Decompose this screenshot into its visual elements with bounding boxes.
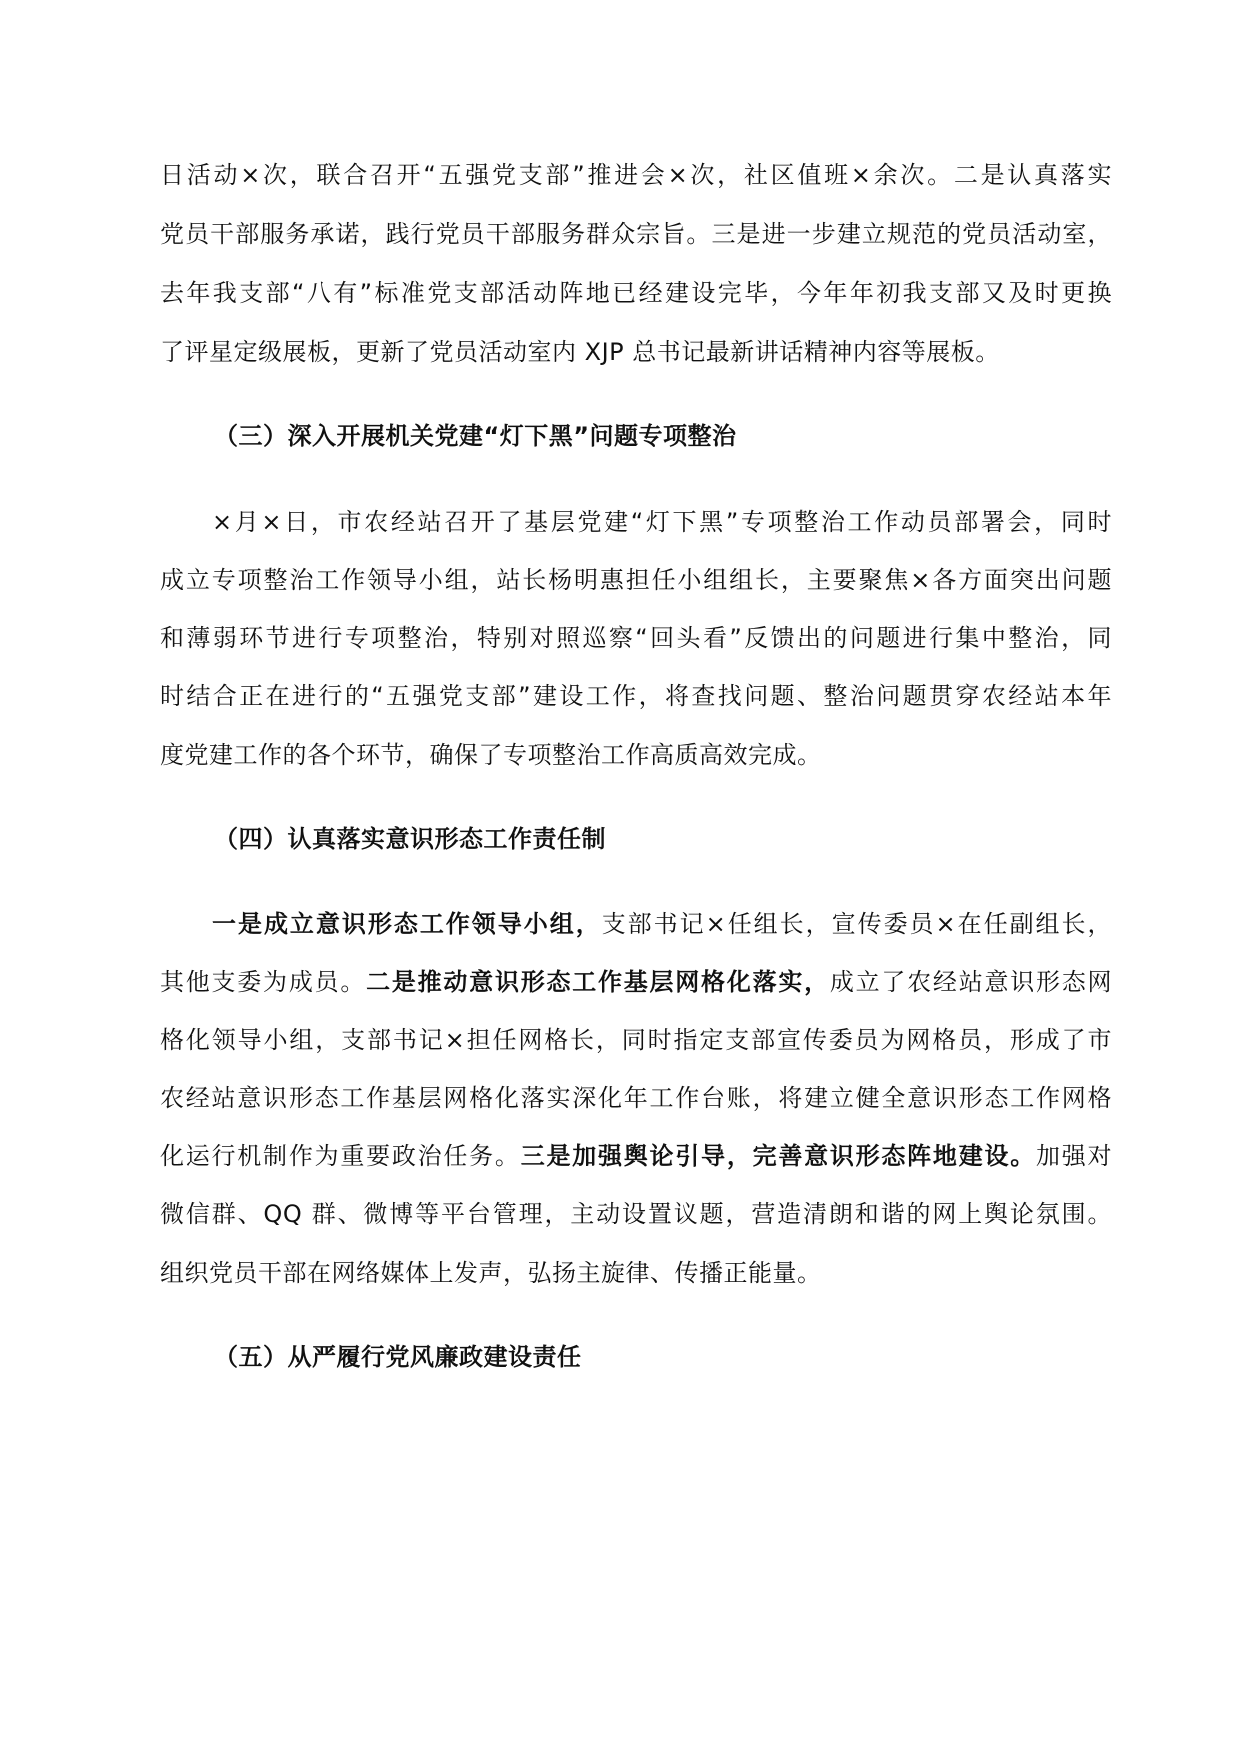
text-run: 化运行机制作为重要政治任务。 xyxy=(160,1142,521,1170)
bold-phrase: 三是加强舆论引导，完善意识形态阵地建设。 xyxy=(520,1142,1036,1170)
paragraph-line: 微信群、QQ 群、微博等平台管理，主动设置议题，营造清朗和谐的网上舆论氛围。 xyxy=(160,1200,1112,1228)
paragraph-line: 去年我支部“八有”标准党支部活动阵地已经建设完毕，今年年初我支部又及时更换 xyxy=(160,279,1112,307)
paragraph-line: 和薄弱环节进行专项整治，特别对照巡察“回头看”反馈出的问题进行集中整治，同 xyxy=(160,624,1112,652)
paragraph-line: 农经站意识形态工作基层网格化落实深化年工作台账，将建立健全意识形态工作网格 xyxy=(160,1084,1112,1112)
section-heading: （五）从严履行党风廉政建设责任 xyxy=(214,1343,582,1371)
paragraph-line: ×月×日，市农经站召开了基层党建“灯下黑”专项整治工作动员部署会，同时 xyxy=(212,508,1112,536)
paragraph-line: 党员干部服务承诺，践行党员干部服务群众宗旨。三是进一步建立规范的党员活动室， xyxy=(160,220,1112,248)
paragraph-line: 成立专项整治工作领导小组，站长杨明惠担任小组组长，主要聚焦×各方面突出问题 xyxy=(160,566,1112,594)
paragraph-line: 了评星定级展板，更新了党员活动室内 XJP 总书记最新讲话精神内容等展板。 xyxy=(160,338,1000,366)
paragraph-line xyxy=(160,1139,1112,1173)
bold-phrase: 一是成立意识形态工作领导小组， xyxy=(212,910,602,938)
bold-phrase: 二是推动意识形态工作基层网格化落实， xyxy=(366,968,830,996)
paragraph-line: 日活动×次，联合召开“五强党支部”推进会×次，社区值班×余次。二是认真落实 xyxy=(160,161,1112,189)
paragraph-line xyxy=(160,965,1112,999)
section-heading: （三）深入开展机关党建“灯下黑”问题专项整治 xyxy=(214,422,737,450)
paragraph-line xyxy=(212,907,1112,941)
paragraph-line: 格化领导小组，支部书记×担任网格长，同时指定支部宣传委员为网格员，形成了市 xyxy=(160,1026,1112,1054)
paragraph-line: 组织党员干部在网络媒体上发声，弘扬主旋律、传播正能量。 xyxy=(160,1259,822,1287)
text-run: 加强对 xyxy=(1035,1142,1113,1170)
section-heading: （四）认真落实意识形态工作责任制 xyxy=(214,825,606,853)
paragraph-line: 时结合正在进行的“五强党支部”建设工作，将查找问题、整治问题贯穿农经站本年 xyxy=(160,682,1112,710)
paragraph-line: 度党建工作的各个环节，确保了专项整治工作高质高效完成。 xyxy=(160,741,822,769)
text-run: 成立了农经站意识形态网 xyxy=(829,968,1113,996)
text-run: 其他支委为成员。 xyxy=(160,968,367,996)
text-run: 支部书记×任组长，宣传委员×在任副组长， xyxy=(601,910,1113,938)
